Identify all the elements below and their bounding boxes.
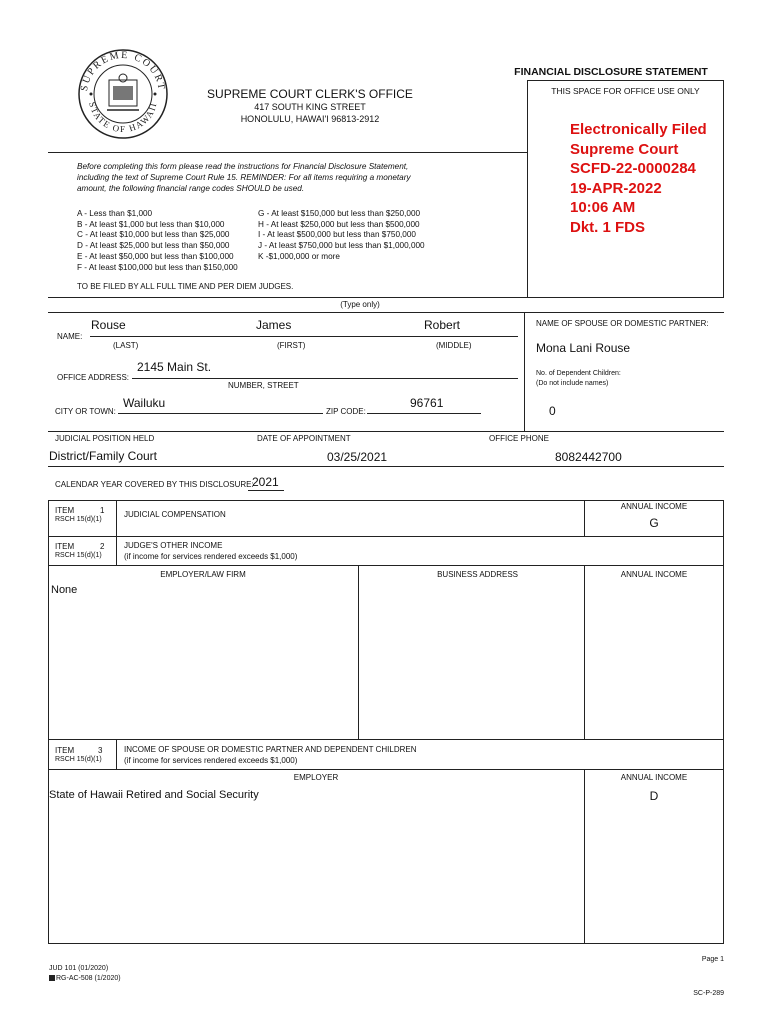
filing-stamp (570, 120, 707, 237)
item3-col-employer: EMPLOYER (293, 773, 339, 782)
footer-rg-number (49, 975, 121, 982)
office-use-label: THIS SPACE FOR OFFICE USE ONLY (551, 86, 700, 96)
office-name: SUPREME COURT CLERK'S OFFICE (207, 87, 413, 101)
city-label: CITY OR TOWN: (55, 407, 116, 416)
item2-number: 2 (100, 542, 105, 551)
spouse-divider (524, 312, 525, 432)
spouse-label: NAME OF SPOUSE OR DOMESTIC PARTNER: (536, 319, 709, 328)
children-value[interactable]: 0 (549, 404, 556, 418)
type-only-rule-top (48, 297, 724, 298)
item3-subtitle: (if income for services rendered exceeds $1,000) (124, 756, 298, 765)
item2-item-label: ITEM (55, 542, 75, 551)
office-street: 417 SOUTH KING STREET (254, 102, 366, 112)
type-only-rule-bottom (48, 312, 724, 313)
item1-title: JUDICIAL COMPENSATION (124, 510, 226, 519)
form-title: FINANCIAL DISCLOSURE STATEMENT (514, 66, 708, 78)
instructions-line-2: including the text of Supreme Court Rule 15. REMINDER: For all items requiring a monetary (77, 173, 411, 182)
item1-divider-a (116, 500, 117, 537)
stamp-line-1: Electronically Filed (570, 121, 707, 138)
item2-col-address: BUSINESS ADDRESS (437, 570, 518, 579)
stamp-line-6: Dkt. 1 FDS (570, 218, 646, 236)
item2-subtitle: (if income for services rendered exceeds $1,000) (124, 552, 298, 561)
position-bottom-rule (48, 466, 724, 467)
range-code: J - At least $750,000 but less than $1,000,000 (258, 241, 425, 251)
range-code: K -$1,000,000 or more (258, 251, 340, 261)
city-value[interactable]: Wailuku (123, 396, 166, 410)
item2-col-divider-b (584, 566, 585, 740)
phone-label: OFFICE PHONE (489, 434, 550, 443)
instructions-line-3: amount, the following financial range codes SHOULD be used. (77, 184, 305, 193)
stamp-line-4: 19-APR-2022 (570, 179, 662, 197)
first-name-value[interactable]: James (256, 318, 292, 332)
calendar-year-label: CALENDAR YEAR COVERED BY THIS DISCLOSURE: (55, 480, 254, 489)
item3-title: INCOME OF SPOUSE OR DOMESTIC PARTNER AND DEPENDENT CHILDREN (124, 745, 417, 754)
item1-number: 1 (100, 506, 105, 515)
footer-form-number: JUD 101 (01/2020) (49, 965, 109, 972)
zip-label: ZIP CODE: (326, 407, 366, 416)
footer-rg-text: RG-AC-508 (1/2020) (56, 975, 121, 982)
item3-rsch: RSCH 15(d)(1) (55, 756, 102, 763)
address-label: OFFICE ADDRESS: (57, 373, 130, 382)
middle-name-value[interactable]: Robert (424, 318, 461, 332)
calendar-year-line (248, 490, 284, 491)
spouse-value[interactable]: Mona Lani Rouse (536, 341, 631, 355)
court-seal (77, 48, 169, 140)
middle-name-label: (MIDDLE) (436, 341, 472, 350)
seal-top-text: SUPREME COURT (79, 49, 168, 93)
item2-col-employer: EMPLOYER/LAW FIRM (160, 570, 246, 579)
range-code: H - At least $250,000 but less than $500,000 (258, 219, 420, 229)
item2-divider (116, 537, 117, 566)
phone-value[interactable]: 8082442700 (555, 450, 622, 464)
range-codes-left (77, 209, 238, 273)
appointment-label: DATE OF APPOINTMENT (257, 434, 351, 443)
position-value[interactable]: District/Family Court (49, 449, 158, 463)
range-code: B - At least $1,000 but less than $10,000 (77, 219, 225, 229)
instructions-rule (48, 152, 527, 153)
last-name-value[interactable]: Rouse (91, 318, 126, 332)
stamp-line-2: Supreme Court (570, 140, 679, 158)
range-code: I - At least $500,000 but less than $750,000 (258, 230, 416, 240)
range-code: C - At least $10,000 but less than $25,000 (77, 230, 230, 240)
item3-item-label: ITEM (55, 746, 75, 755)
footer-page: Page 1 (701, 956, 724, 963)
range-code: E - At least $50,000 but less than $100,000 (77, 251, 234, 261)
appointment-value[interactable]: 03/25/2021 (327, 450, 388, 464)
item2-col-divider-a (358, 566, 359, 740)
item1-income-value[interactable]: G (649, 516, 659, 530)
item1-item-label: ITEM (55, 506, 75, 515)
children-label-2: (Do not include names) (536, 380, 609, 387)
name-line (90, 336, 518, 337)
zip-value[interactable]: 96761 (410, 396, 444, 410)
position-label: JUDICIAL POSITION HELD (55, 434, 155, 443)
item1-income-label: ANNUAL INCOME (620, 502, 688, 511)
item2-employer-value[interactable]: None (51, 584, 78, 596)
item2-table (48, 566, 724, 740)
item1-rsch: RSCH 15(d)(1) (55, 516, 102, 523)
item3-number: 3 (98, 746, 103, 755)
calendar-year-value[interactable]: 2021 (252, 475, 279, 489)
item3-employer-value[interactable]: State of Hawaii Retired and Social Security (49, 789, 259, 801)
name-label: NAME: (57, 332, 83, 341)
item3-divider (116, 740, 117, 770)
item3-income-value[interactable]: D (649, 789, 659, 803)
zip-line (367, 413, 481, 414)
item2-title: JUDGE'S OTHER INCOME (124, 541, 223, 550)
range-code: D - At least $25,000 but less than $50,000 (77, 241, 230, 251)
svg-text:SUPREME COURT (79, 50, 167, 92)
address-line (132, 378, 518, 379)
item3-col-income: ANNUAL INCOME (620, 773, 688, 782)
address-sublabel: NUMBER, STREET (228, 381, 299, 390)
type-only-label: (Type only) (340, 300, 380, 309)
checkbox-icon (49, 975, 55, 981)
office-city: HONOLULU, HAWAI'I 96813-2912 (240, 114, 380, 124)
seal-bottom-text: STATE OF HAWAII (87, 100, 159, 135)
filed-by-note: TO BE FILED BY ALL FULL TIME AND PER DIEM JUDGES. (77, 282, 294, 291)
position-rule (48, 431, 724, 432)
range-codes-right (258, 209, 425, 263)
range-code: A - Less than $1,000 (77, 209, 153, 218)
stamp-line-3: SCFD-22-0000284 (570, 160, 696, 177)
first-name-label: (FIRST) (277, 341, 306, 350)
item2-col-income: ANNUAL INCOME (620, 570, 688, 579)
range-code: G - At least $150,000 but less than $250,000 (258, 209, 421, 218)
footer-sc-number: SC-P-289 (693, 990, 724, 997)
item2-rsch: RSCH 15(d)(1) (55, 552, 102, 559)
address-value[interactable]: 2145 Main St. (137, 360, 212, 374)
children-label-1: No. of Dependent Children: (536, 370, 621, 377)
city-line (118, 413, 323, 414)
range-code: F - At least $100,000 but less than $150,000 (77, 262, 238, 272)
last-name-label: (LAST) (113, 341, 139, 350)
instructions-line-1: Before completing this form please read the instructions for Financial Disclosure Statement, (77, 162, 409, 171)
stamp-line-5: 10:06 AM (570, 199, 636, 216)
